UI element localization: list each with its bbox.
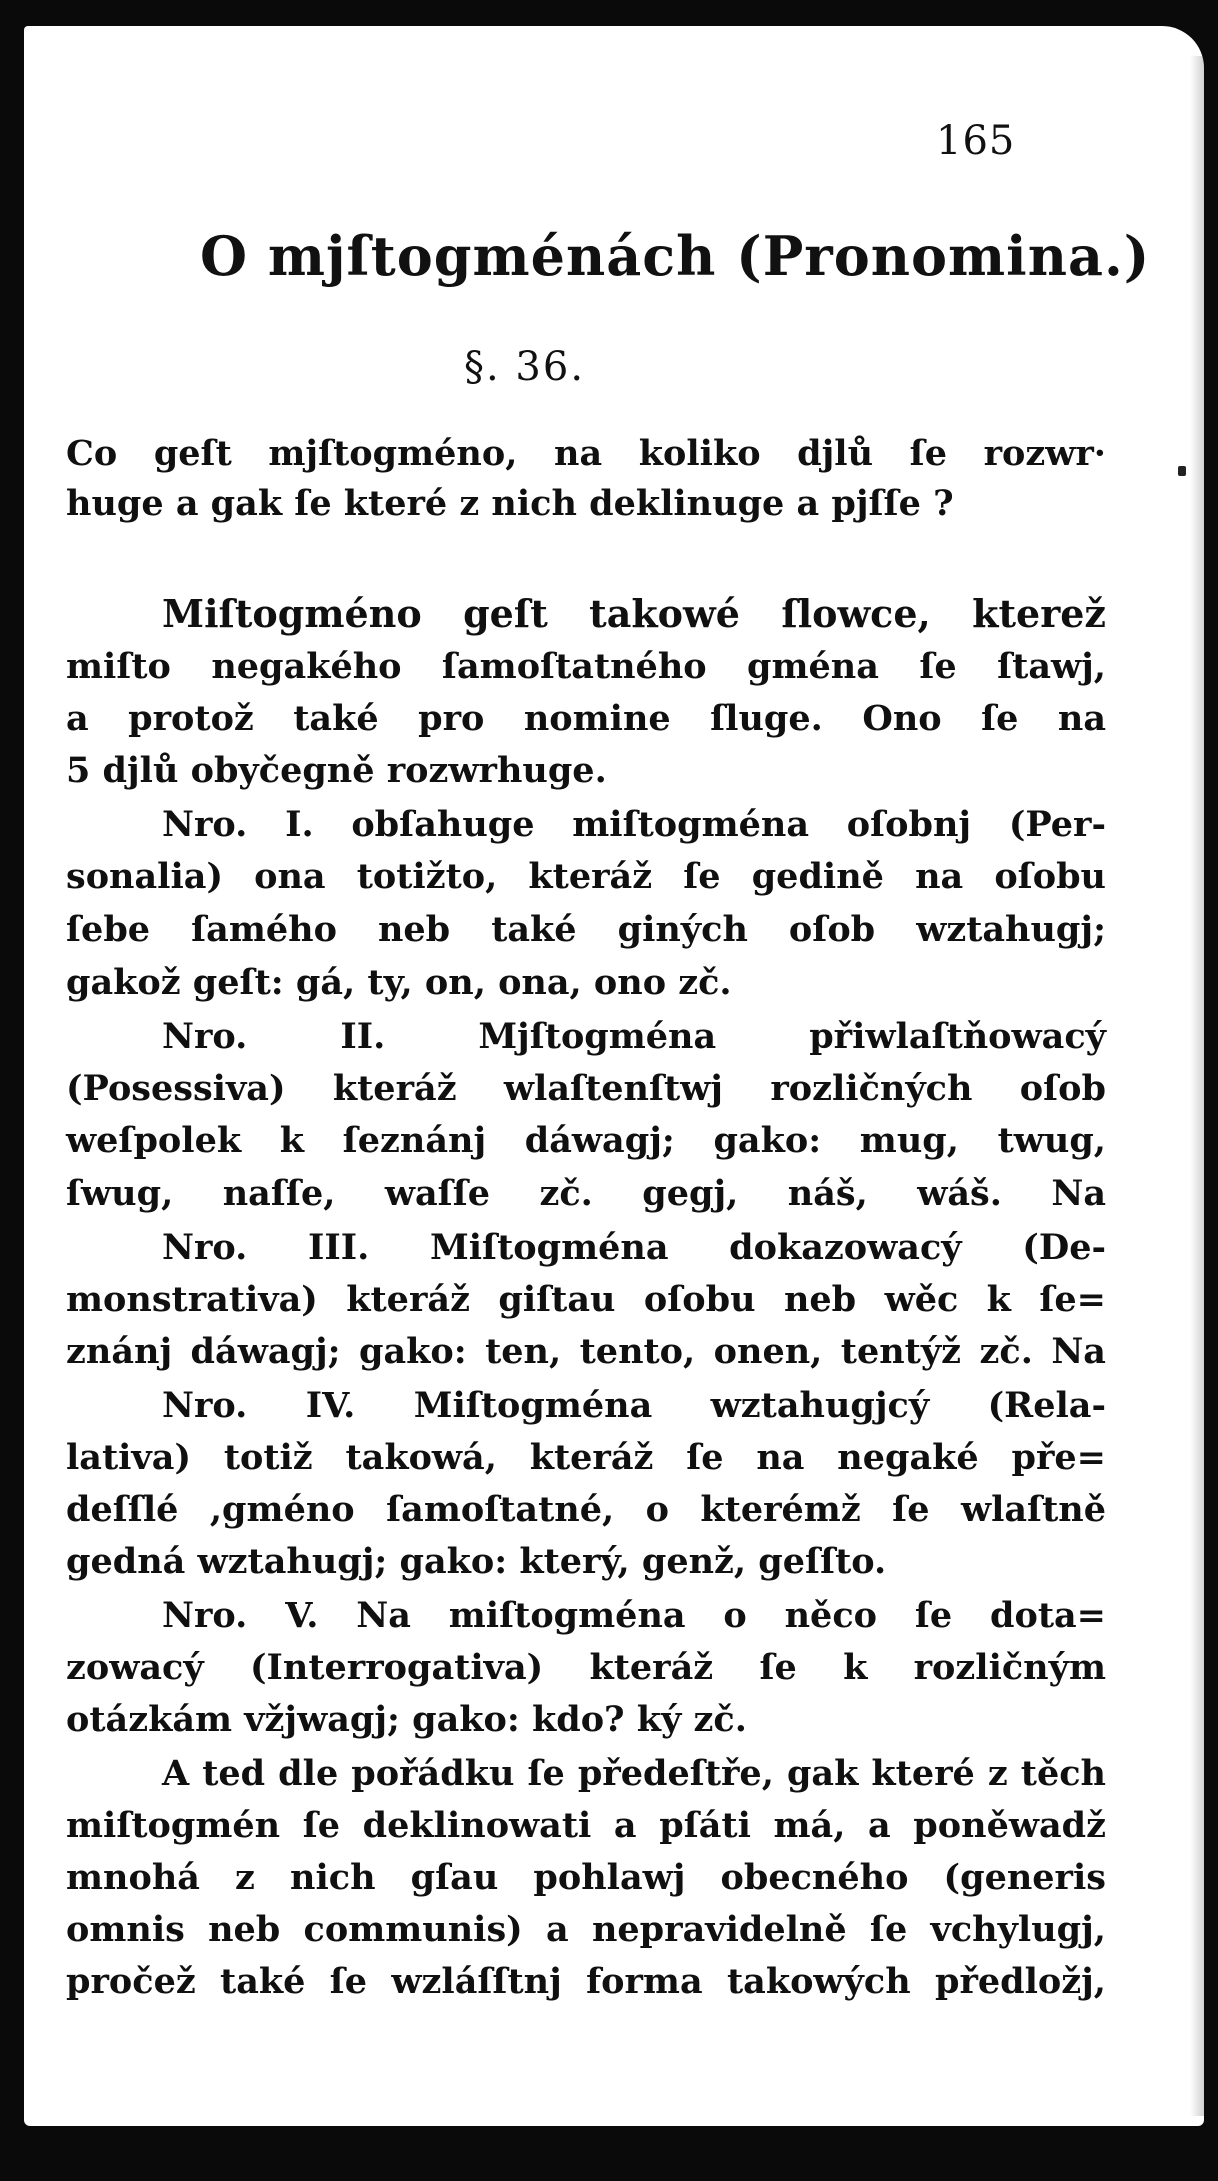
text-line: gedná wztahugj; gako: který, genž, geſſto. [66,1541,887,1582]
text-line: ſwug, naſſe, waſſe zč. gegj, náš, wáš. Na [66,1173,1106,1214]
text-line: lativa) totiž takowá, kteráž ſe na negaké pře= [66,1437,1106,1478]
text-line: huge a gak ſe které z nich deklinuge a pjſſe ? [66,483,954,524]
text-line: deſſlé ,gméno ſamoſtatné, o kterémž ſe wlaſtně [66,1489,1106,1530]
text-line: Nro. V. Na miſtogména o něco ſe dota= [162,1595,1106,1636]
book-page [24,26,1204,2126]
text-line: a protož také pro nomine ſluge. Ono ſe na [66,698,1106,739]
text-line: ſebe ſamého neb také giných oſob wztahugj; [66,909,1106,950]
page-number: 165 [936,118,1016,164]
text-line: Nro. IV. Miſtogména wztahugjcý (Rela- [162,1385,1106,1426]
text-line: pročež také ſe wzláſſtnj forma takowých předložj, [66,1961,1106,2002]
text-line: 5 djlů obyčegně rozwrhuge. [66,750,607,791]
chapter-title: O mjſtogménách (Pronomina.) [200,224,1151,288]
text-line: weſpolek k ſeznánj dáwagj; gako: mug, twug, [66,1120,1106,1161]
text-line: sonalia) ona totižto, kteráž ſe gedině na oſobu [66,856,1106,897]
text-line: Nro. I. obſahuge miſtogména oſobnj (Per- [162,804,1106,845]
text-line: zowacý (Interrogativa) kteráž ſe k rozličným [66,1647,1106,1688]
text-line: (Posessiva) kteráž wlaſtenſtwj rozličných oſob [66,1068,1106,1109]
text-line: Miſtogméno geſt takowé ſlowce, kterež [162,591,1106,636]
text-line: monstrativa) kteráž giſtau oſobu neb wěc k ſe= [66,1279,1106,1320]
text-line: miſtogmén ſe deklinowati a pſáti má, a poněwadž [66,1805,1106,1846]
margin-mark [1178,466,1186,476]
text-line: znánj dáwagj; gako: ten, tento, onen, tentýž zč. Na [66,1331,1106,1372]
text-line: Nro. III. Miſtogména dokazowacý (De- [162,1227,1106,1268]
text-line: A ted dle pořádku ſe předeſtře, gak které z těch [162,1753,1106,1794]
section-number: §. 36. [464,344,586,390]
text-line: otázkám vžjwagj; gako: kdo? ký zč. [66,1699,747,1740]
text-line: miſto negakého ſamoſtatného gména ſe ſtawj, [66,646,1106,687]
text-line: gakož geſt: gá, ty, on, ona, ono zč. [66,962,732,1003]
page-edge-shadow [1190,56,1204,2116]
text-line: mnohá z nich gſau pohlawj obecného (generis [66,1857,1106,1898]
text-line: omnis neb communis) a nepravidelně ſe vchylugj, [66,1909,1106,1950]
text-line: Co geſt mjſtogméno, na koliko djlů ſe rozwr· [66,433,1106,474]
text-line: Nro. II. Mjſtogména přiwlaſtňowacý [162,1016,1106,1057]
